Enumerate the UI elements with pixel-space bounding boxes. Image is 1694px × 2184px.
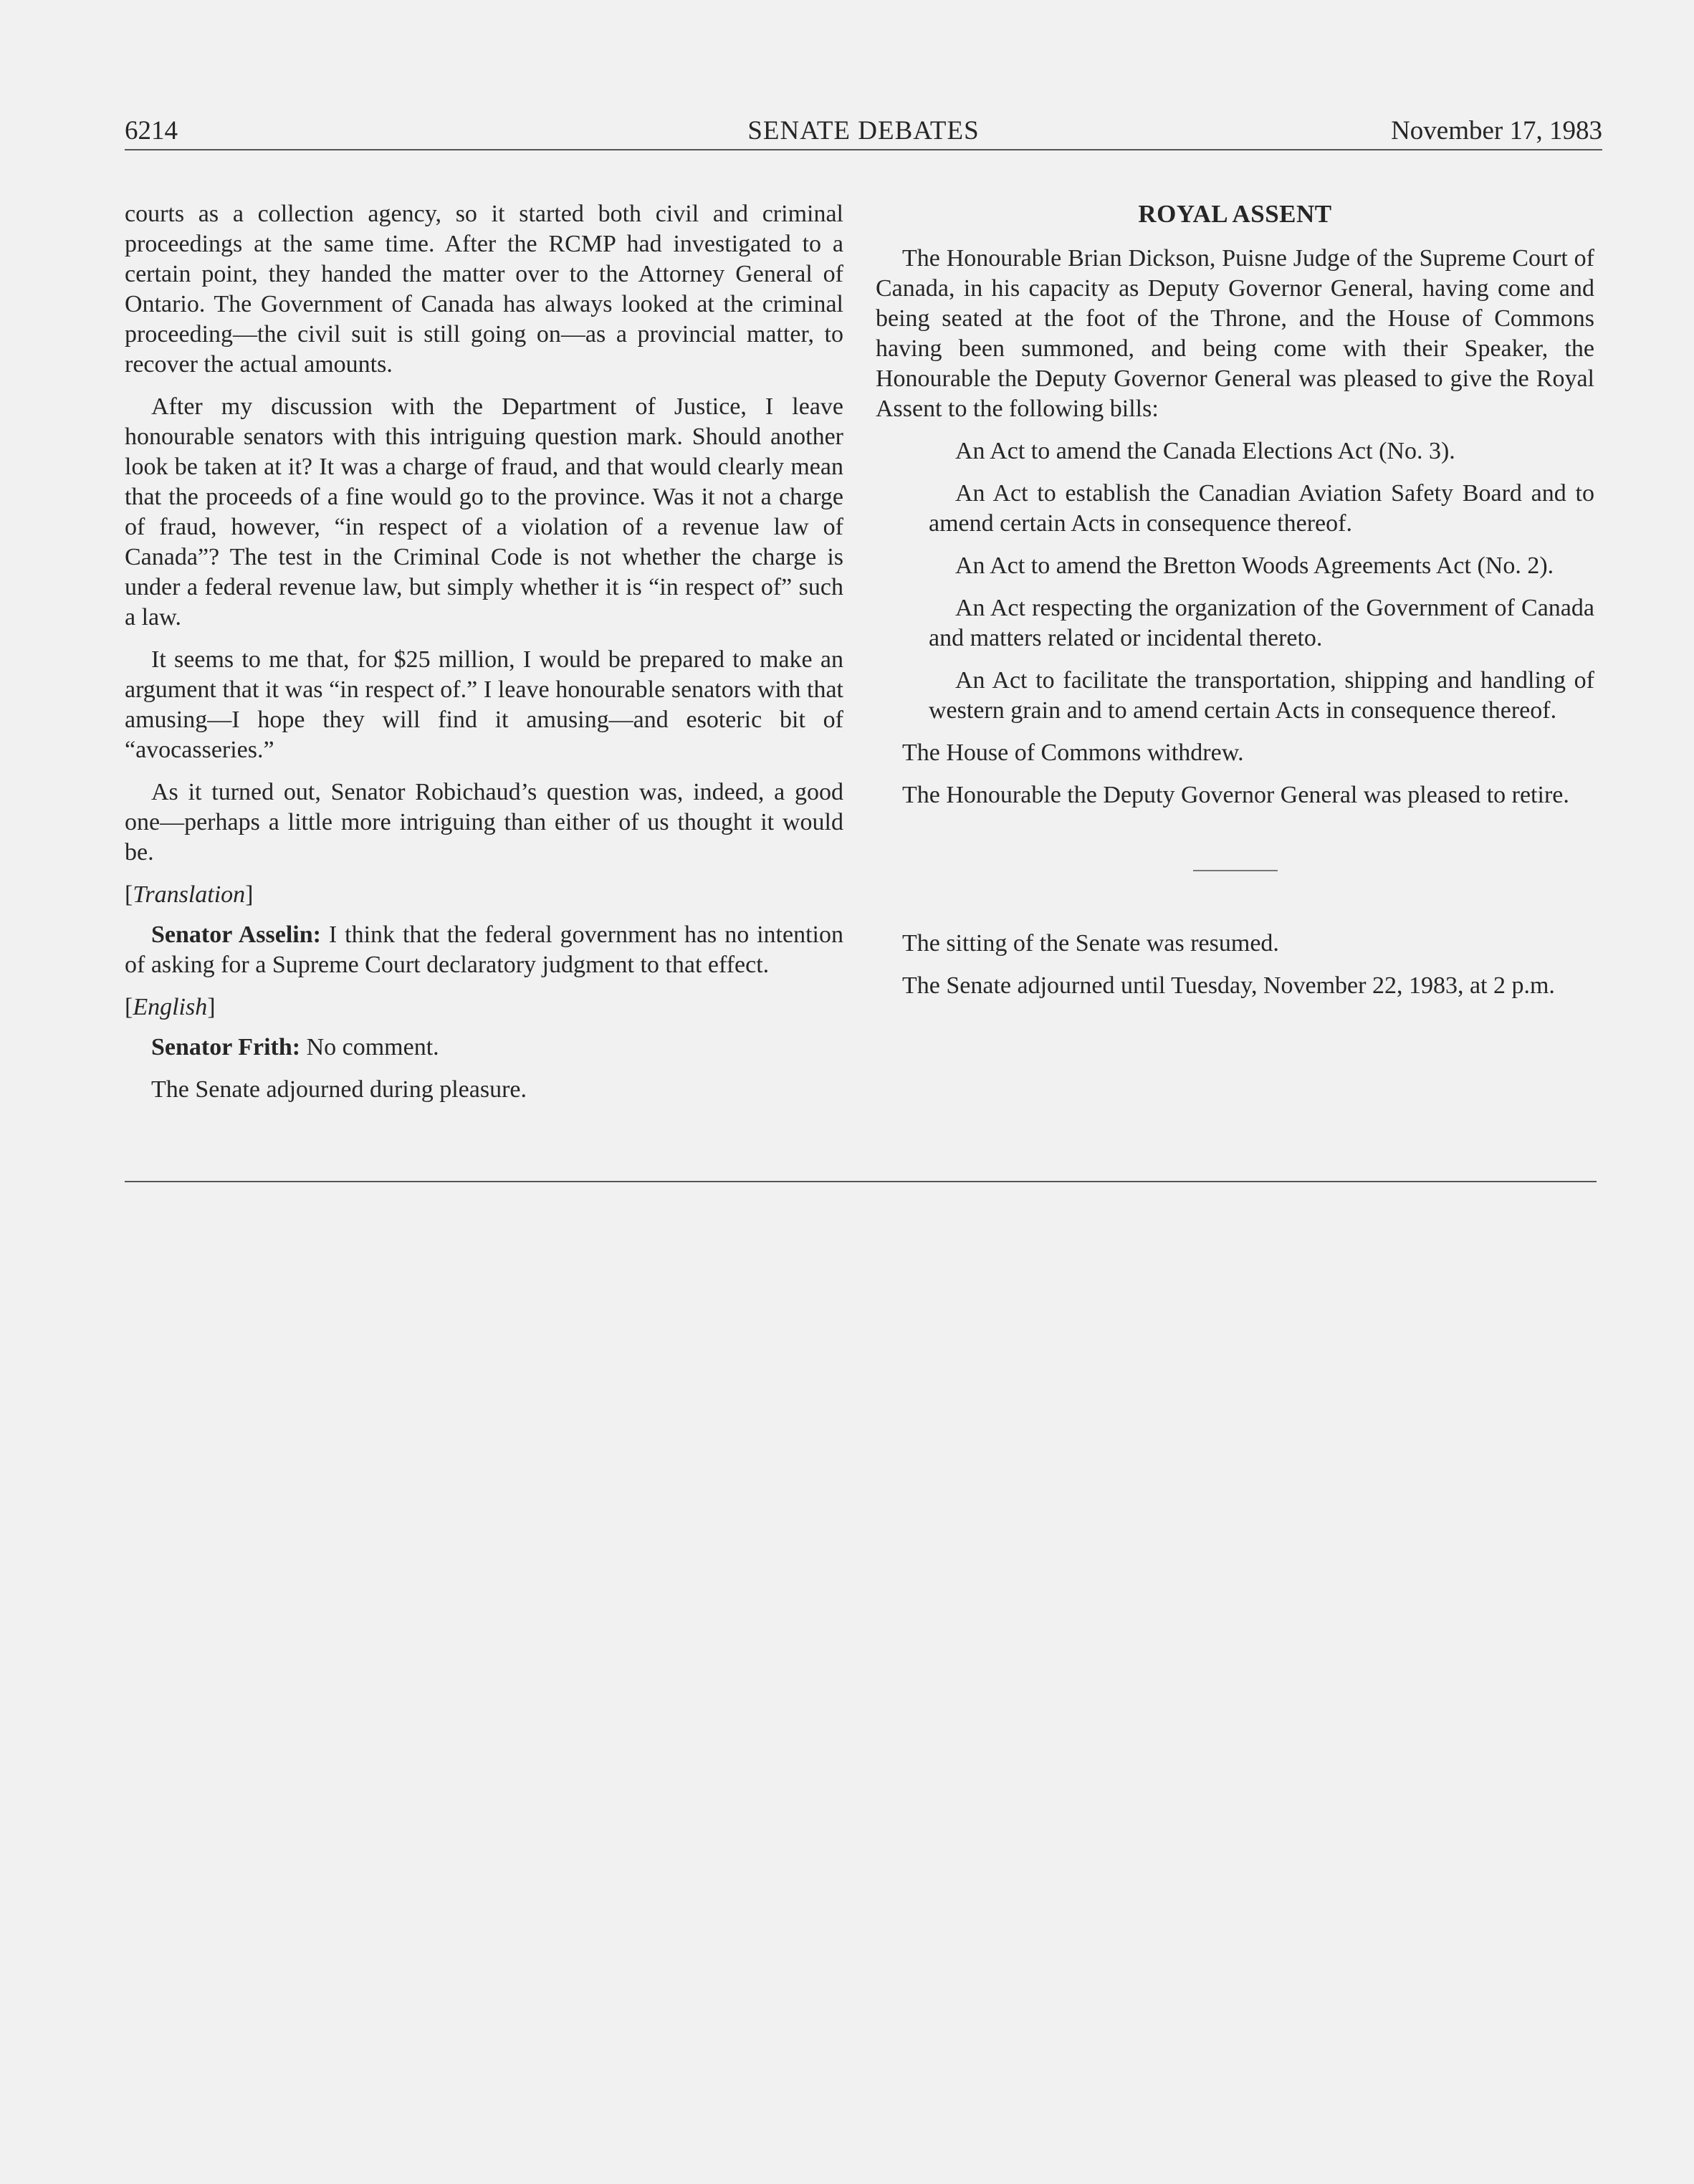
bill-item: An Act respecting the organization of the Government of Canada and matters related or incidental thereto.: [929, 595, 1594, 651]
translation-marker-text: Translation: [133, 881, 246, 908]
english-marker-text: English: [133, 994, 208, 1020]
publication-title: SENATE DEBATES: [747, 116, 980, 145]
right-column: [876, 199, 1594, 1013]
paragraph-continued: courts as a collection agency, so it started both civil and criminal proceedings at the same time. After the RCMP had investigated to a certain point, they handed the matter over to the Attorney General of Ontario. The Government of Canada has always looked at the criminal proceeding—the civil suit is still going on—as a provincial matter, to recover the actual amounts.: [125, 201, 843, 378]
bill-item: An Act to establish the Canadian Aviation Safety Board and to amend certain Acts in consequence thereof.: [929, 480, 1594, 537]
translation-marker: [Translation]: [125, 881, 254, 908]
paragraph-respect-of: It seems to me that, for $25 million, I would be prepared to make an argument that it was “in respect of.” I leave honourable senators with that amusing—I hope they will find it amusing—and esoteric bit of “avocasseries.”: [125, 646, 843, 763]
paragraph-justice-discussion: After my discussion with the Department of Justice, I leave honourable senators with this intriguing question mark. Should another look be taken at it? It was a charge of fraud, and that would clearly mean that the proceeds of a fine would go to the province. Was it not a charge of fraud, however, “in respect of a violation of a revenue law of Canada”? The test in the Criminal Code is not whether the charge is under a federal revenue law, but simply whether it is “in respect of” such a law.: [125, 393, 843, 631]
bill-item: An Act to amend the Bretton Woods Agreements Act (No. 2).: [955, 552, 1554, 579]
royal-assent-intro: The Honourable Brian Dickson, Puisne Judge of the Supreme Court of Canada, in his capacity as Deputy Governor General, having come and being seated at the foot of the Throne, and the House of Commons having been summoned, and being come with their Speaker, the Honourable the Deputy Governor General was pleased to give the Royal Assent to the following bills:: [876, 245, 1594, 422]
bill-item: An Act to amend the Canada Elections Act (No. 3).: [955, 438, 1455, 464]
left-column: [125, 199, 843, 1117]
section-separator: [1193, 870, 1278, 871]
asselin-text: I think that the federal government has no intention of asking for a Supreme Court declaratory judgment to that effect.: [125, 921, 843, 978]
frith-text: No comment.: [300, 1034, 439, 1060]
page-number: 6214: [125, 116, 178, 145]
section-heading-royal-assent: ROYAL ASSENT: [1138, 200, 1332, 228]
header-rule: [125, 149, 1602, 150]
bill-item: An Act to facilitate the transportation, shipping and handling of western grain and to amend certain Acts in consequence thereof.: [929, 667, 1594, 724]
senate-adjourned: The Senate adjourned until Tuesday, November 22, 1983, at 2 p.m.: [902, 972, 1555, 999]
issue-date: November 17, 1983: [1391, 116, 1602, 145]
english-marker: [English]: [125, 994, 216, 1020]
speaker-asselin: Senator Asselin:: [151, 921, 321, 948]
frith-statement: [125, 1033, 843, 1063]
deputy-retire: The Honourable the Deputy Governor General was pleased to retire.: [902, 782, 1569, 808]
commons-withdrew: The House of Commons withdrew.: [902, 739, 1244, 766]
paragraph-robichaud-question: As it turned out, Senator Robichaud’s question was, indeed, a good one—perhaps a little more intriguing than either of us thought it would be.: [125, 779, 843, 866]
adjourned-pleasure: The Senate adjourned during pleasure.: [151, 1076, 527, 1103]
page-header: [125, 113, 1602, 149]
asselin-statement: [125, 920, 843, 980]
sitting-resumed: The sitting of the Senate was resumed.: [902, 930, 1279, 957]
footer-rule: [125, 1181, 1597, 1182]
speaker-frith: Senator Frith:: [151, 1034, 301, 1060]
